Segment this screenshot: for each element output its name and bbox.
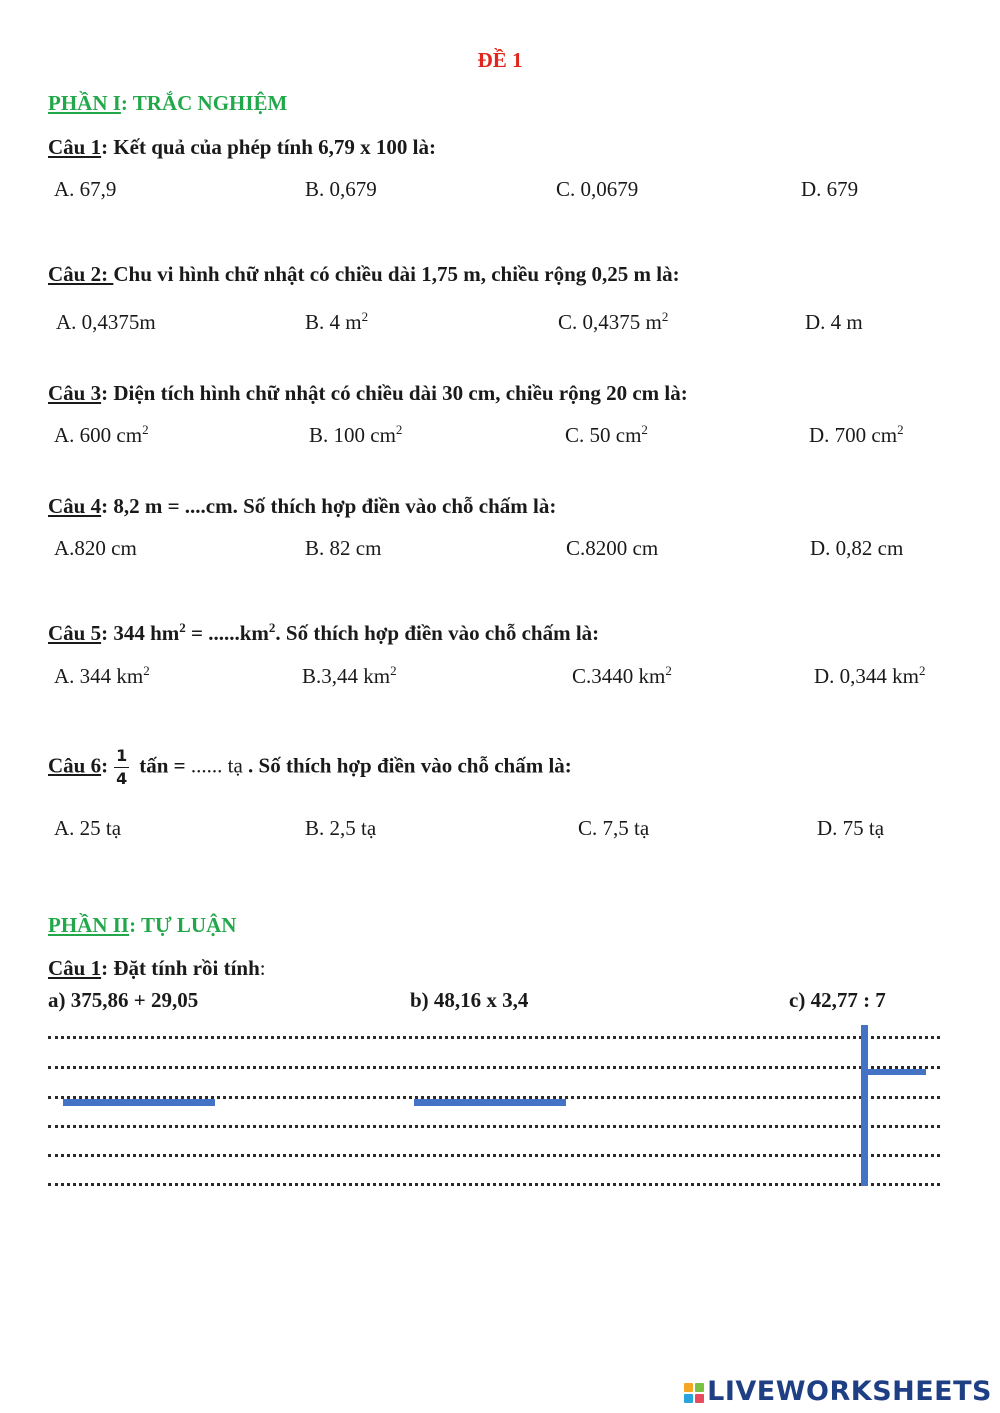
question-6 — [48, 748, 572, 787]
q4-option-c[interactable]: C.8200 cm — [566, 536, 659, 560]
q5-option-b[interactable] — [302, 664, 397, 689]
q6-option-b[interactable]: B. 2,5 tạ — [305, 816, 377, 840]
question-3 — [48, 381, 688, 406]
q5-option-a-sup: 2 — [143, 663, 150, 678]
question-5 — [48, 621, 599, 646]
q6-option-d[interactable]: D. 75 tạ — [817, 816, 885, 840]
question-4 — [48, 494, 556, 519]
question-3-text: : Diện tích hình chữ nhật có chiều dài 30 cm, chiều rộng 20 cm là: — [101, 381, 688, 405]
question-2-label: Câu 2: — [48, 262, 114, 286]
question-4-text: : 8,2 m = ....cm. Số thích hợp điền vào chỗ chấm là: — [101, 494, 557, 518]
q1-option-a[interactable]: A. 67,9 — [54, 177, 117, 201]
question-3-label: Câu 3 — [48, 381, 102, 405]
task-a: a) 375,86 + 29,05 — [48, 988, 199, 1012]
answer-line-4[interactable] — [48, 1125, 940, 1128]
q3-option-a-sup: 2 — [142, 422, 149, 437]
q5-option-a-text: A. 344 km — [54, 664, 144, 688]
question-5-text-a: : 344 hm — [101, 621, 180, 645]
division-vertical-bar — [861, 1025, 868, 1186]
q2-option-d[interactable] — [805, 310, 863, 335]
addition-bar — [63, 1099, 215, 1106]
part2-heading-rest: : TỰ LUẬN — [129, 913, 237, 937]
essay-question-1-tail: : — [259, 956, 266, 980]
essay-question-1-label: Câu 1 — [48, 956, 102, 980]
fraction-numerator: 1 — [114, 748, 129, 768]
question-6-text-c: . Số thích hợp điền vào chỗ chấm là: — [242, 753, 572, 778]
brand-icon — [684, 1383, 704, 1403]
part2-heading — [48, 913, 236, 938]
q4-option-d[interactable]: D. 0,82 cm — [810, 536, 904, 560]
essay-question-1-text: : Đặt tính rồi tính — [101, 956, 260, 980]
document-title: ĐỀ 1 — [477, 48, 523, 72]
q2-option-c-text: C. 0,4375 m — [558, 310, 662, 334]
question-6-label: Câu 6 — [48, 753, 102, 778]
q5-option-c-sup: 2 — [665, 663, 672, 678]
q2-option-b[interactable] — [305, 310, 368, 335]
brand-text: LIVEWORKSHEETS — [707, 1376, 992, 1407]
q3-option-b[interactable] — [309, 423, 402, 448]
part2-heading-label: PHẦN II — [48, 913, 130, 937]
q5-option-a[interactable] — [54, 664, 150, 689]
q2-option-a[interactable] — [56, 310, 156, 335]
q1-option-b[interactable]: B. 0,679 — [305, 177, 377, 201]
q5-option-d-sup: 2 — [919, 663, 926, 678]
q2-option-a-text: A. 0,4375m — [56, 310, 156, 334]
q5-option-c-text: C.3440 km — [572, 664, 666, 688]
part1-heading-label: PHẦN I — [48, 91, 121, 115]
q3-option-d-sup: 2 — [897, 422, 904, 437]
part1-heading-rest: : TRẮC NGHIỆM — [120, 91, 288, 115]
q2-option-b-sup: 2 — [361, 309, 369, 324]
multiplication-bar — [414, 1099, 566, 1106]
q5-option-c[interactable] — [572, 664, 672, 689]
task-b: b) 48,16 x 3,4 — [410, 988, 529, 1012]
fraction-denominator: 4 — [116, 769, 128, 788]
q6-option-c[interactable]: C. 7,5 tạ — [578, 816, 650, 840]
q3-option-b-text: B. 100 cm — [309, 423, 396, 447]
liveworksheets-logo — [684, 1376, 992, 1407]
q3-option-b-sup: 2 — [395, 422, 403, 437]
question-1-text: : Kết quả của phép tính 6,79 x 100 là: — [101, 135, 436, 159]
q6-option-a[interactable]: A. 25 tạ — [54, 816, 122, 840]
q5-option-d[interactable] — [814, 664, 926, 689]
fraction-one-quarter — [114, 748, 129, 787]
question-2-text: Chu vi hình chữ nhật có chiều dài 1,75 m, chiều rộng 0,25 m là: — [113, 262, 680, 286]
question-1 — [48, 135, 436, 160]
q2-option-c-sup: 2 — [661, 309, 669, 324]
question-5-text-b: = ......km — [185, 621, 269, 645]
answer-line-6[interactable] — [48, 1183, 940, 1186]
q3-option-c-sup: 2 — [641, 422, 648, 437]
question-4-label: Câu 4 — [48, 494, 102, 518]
q5-option-b-sup: 2 — [390, 663, 397, 678]
q3-option-c[interactable] — [565, 423, 648, 448]
q3-option-a[interactable] — [54, 423, 149, 448]
q4-option-a[interactable]: A.820 cm — [54, 536, 137, 560]
question-5-sup-2: 2 — [268, 620, 276, 635]
question-6-text-b: tấn = — [139, 753, 191, 778]
q3-option-a-text: A. 600 cm — [54, 423, 143, 447]
q2-option-b-text: B. 4 m — [305, 310, 362, 334]
answer-line-2[interactable] — [48, 1066, 940, 1069]
q2-option-c[interactable] — [558, 310, 668, 335]
answer-line-1[interactable] — [48, 1036, 940, 1039]
question-6-blank: ...... tạ — [190, 753, 243, 778]
q4-option-b[interactable]: B. 82 cm — [305, 536, 382, 560]
question-2 — [48, 262, 680, 287]
q5-option-b-text: B.3,44 km — [302, 664, 391, 688]
question-5-sup-1: 2 — [179, 620, 186, 635]
essay-question-1 — [48, 956, 266, 981]
answer-line-5[interactable] — [48, 1154, 940, 1157]
q1-option-c[interactable]: C. 0,0679 — [556, 177, 639, 201]
q3-option-d[interactable] — [809, 423, 904, 448]
question-1-label: Câu 1 — [48, 135, 102, 159]
part1-heading — [48, 91, 287, 116]
task-c: c) 42,77 : 7 — [789, 988, 886, 1012]
division-horizontal-bar — [866, 1069, 926, 1075]
question-6-text-a: : — [101, 753, 109, 778]
q3-option-c-text: C. 50 cm — [565, 423, 642, 447]
q2-option-d-text: D. 4 m — [805, 310, 863, 334]
q5-option-d-text: D. 0,344 km — [814, 664, 919, 688]
question-5-text-c: . Số thích hợp điền vào chỗ chấm là: — [275, 621, 600, 645]
q1-option-d[interactable]: D. 679 — [801, 177, 859, 201]
q3-option-d-text: D. 700 cm — [809, 423, 898, 447]
question-5-label: Câu 5 — [48, 621, 102, 645]
